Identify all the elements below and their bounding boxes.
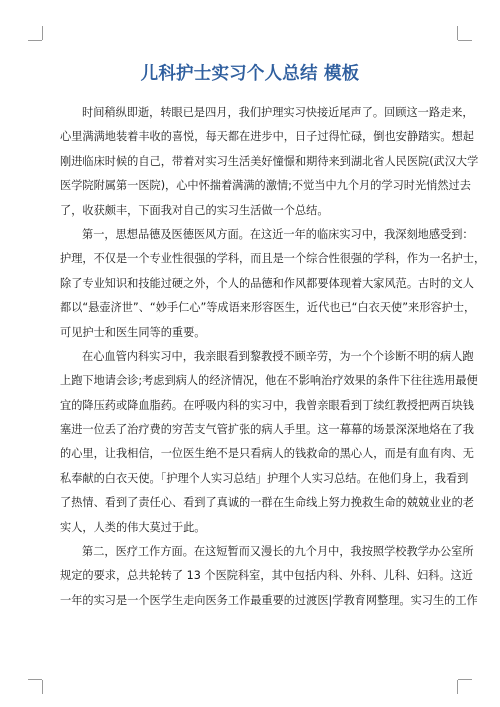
crop-mark-top-right: [457, 26, 458, 40]
paragraph: [60, 223, 486, 345]
document-body: [60, 101, 486, 613]
paragraph-line: 塞进一位丢了治疗费的穷苦支气管扩张的病人手里。这一幕幕的场景深深地烙在了我: [60, 423, 474, 437]
crop-mark-bottom-right: [457, 680, 458, 694]
paragraph: [60, 101, 479, 223]
paragraph-line: 在心血管内科实习中，我亲眼看到黎教授不顾辛劳，为一个个诊断不明的病人跑: [82, 349, 474, 363]
paragraph-line: 时间稍纵即逝，转眼已是四月，我们护理实习快接近尾声了。回顾这一路走来，: [82, 106, 474, 119]
paragraph: [60, 345, 478, 540]
crop-mark-top-right: [458, 40, 472, 41]
crop-mark-top-left: [28, 40, 42, 41]
crop-mark-top-left: [42, 26, 43, 40]
paragraph-line: 实人，人类的伟大莫过于此。: [60, 520, 206, 534]
paragraph-line: 心里满满地装着丰收的喜悦，每天都在进步中，日子过得忙碌，倒也安静踏实。想起: [60, 130, 474, 144]
paragraph: [60, 540, 478, 613]
crop-mark-bottom-left: [28, 679, 42, 680]
paragraph-line: 除了专业知识和技能过硬之外，个人的品德和作风都要体现着大家风范。古时的文人: [60, 276, 474, 290]
paragraph-line: 医学院附属第一医院)，心中怀揣着满满的激情;不觉当中九个月的学习时光悄然过去: [60, 179, 471, 193]
paragraph-line: 护理，不仅是一个专业性很强的学科，而且是一个综合性很强的学科，作为一名护士，: [60, 252, 486, 266]
paragraph-line: 刚进临床时候的自己，带着对实习生活美好憧憬和期待来到湖北省人民医院(武汉大学: [60, 154, 479, 168]
paragraph-line: 了热情、看到了责任心、看到了真诚的一群在生命线上努力挽救生命的兢兢业业的老: [60, 496, 474, 510]
paragraph-line: 的心里，让我相信，一位医生绝不是只看病人的钱救命的黑心人，而是有血有肉、无: [60, 447, 474, 461]
paragraph-line: 第一，思想品德及医德医风方面。在这近一年的临床实习中，我深刻地感受到：: [82, 227, 474, 241]
crop-mark-bottom-left: [42, 680, 43, 694]
paragraph-line: 第二，医疗工作方面。在这短暂而又漫长的九个月中，我按照学校教学办公室所: [82, 545, 474, 559]
paragraph-line: 一年的实习是一个医学生走向医务工作最重要的过渡医|学教育网整理。实习生的工作: [60, 593, 478, 607]
paragraph-line: 私奉献的白衣天使。「护理个人实习总结」护理个人实习总结。在他们身上，我看到: [60, 471, 469, 485]
paragraph-line: 宜的降压药或降血脂药。在呼吸内科的实习中，我曾亲眼看到丁续红教授把两百块钱: [60, 398, 474, 412]
crop-mark-bottom-right: [458, 679, 472, 680]
paragraph-line: 可见护士和医生同等的重要。: [60, 325, 206, 339]
paragraph-line: 都以“悬壶济世”、“妙手仁心”等成语来形容医生，近代也已“白衣天使”来形容护士，: [60, 301, 476, 315]
document-title: 儿科护士实习个人总结 模板: [140, 64, 360, 84]
paragraph-line: 了，收获颇丰，下面我对自己的实习生活做一个总结。: [60, 203, 329, 217]
paragraph-line: 规定的要求，总共轮转了 13 个医院科室，其中包括内科、外科、儿科、妇科。这近: [60, 569, 473, 583]
paragraph-line: 上跑下地请会诊;考虑到病人的经济情况，他在不影响治疗效果的条件下往往选用最便: [60, 374, 478, 388]
